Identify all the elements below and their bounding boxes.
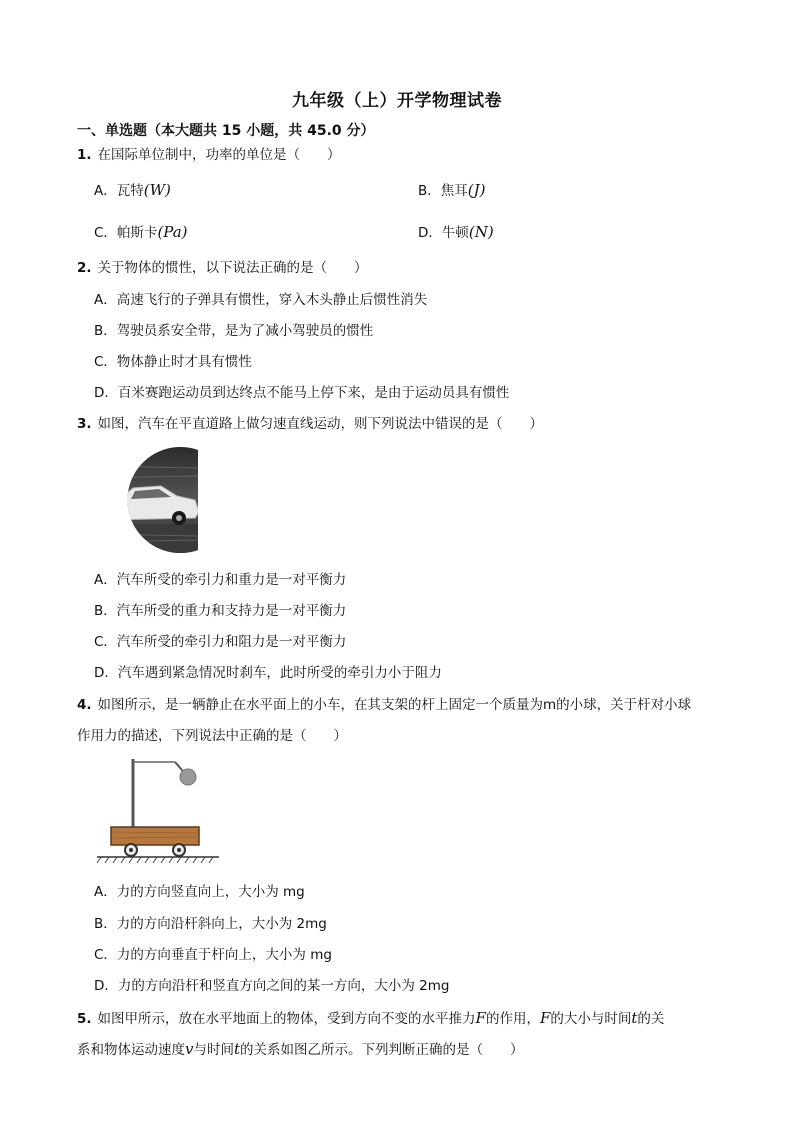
q3-option-a: A．汽车所受的牵引力和重力是一对平衡力 [94,572,347,588]
option-symbol: (Pa) [157,223,188,241]
question-number: 3. [77,416,92,432]
q3-option-b: B．汽车所受的重力和支持力是一对平衡力 [94,603,347,619]
option-text: A．瓦特 [94,183,144,199]
option-text: C．帕斯卡 [94,225,158,241]
symbol-t: t [233,1040,241,1058]
stem-text: 系和物体运动速度 [77,1042,185,1058]
q4-option-c: C．力的方向垂直于杆向上，大小为 mg [94,947,332,963]
stem-text: 与时间 [193,1042,234,1058]
question-5 [77,1008,664,1029]
exam-title: 九年级（上）开学物理试卷 [292,91,502,111]
option-text: B．焦耳 [418,183,468,199]
car-figure [95,446,201,554]
question-4 [77,695,691,715]
question-1 [77,145,341,165]
symbol-t: t [631,1009,638,1027]
question-number: 4. [77,697,92,713]
symbol-v: v [185,1040,194,1058]
question-stem: 如图，汽车在平直道路上做匀速直线运动，则下列说法中错误的是（ ） [97,416,544,432]
question-stem: 关于物体的惯性，以下说法正确的是（ ） [97,260,368,276]
stem-text: 的大小与时间 [550,1011,632,1027]
q2-option-a: A．高速飞行的子弹具有惯性，穿入木头静止后惯性消失 [94,292,428,308]
option-symbol: (W) [143,181,171,199]
question-stem: 在国际单位制中，功率的单位是（ ） [97,147,341,163]
question-3 [77,414,543,434]
q4-option-a: A．力的方向竖直向上，大小为 mg [94,884,305,900]
question-number: 2. [77,260,92,276]
q1-option-b [418,180,485,201]
section-heading: 一、单选题（本大题共 15 小题，共 45.0 分） [77,123,375,139]
q1-option-a [94,180,171,201]
option-symbol: (N) [468,223,494,241]
question-stem-line-1: 如图所示，是一辆静止在水平面上的小车，在其支架的杆上固定一个质量为m的小球，关于杆对小球 [97,697,692,713]
q4-option-b: B．力的方向沿杆斜向上，大小为 2mg [94,916,327,932]
symbol-F: F [539,1009,551,1027]
q3-option-d: D．汽车遇到紧急情况时刹车，此时所受的牵引力小于阻力 [94,665,442,681]
question-4-line-2: 作用力的描述，下列说法中正确的是（ ） [77,728,347,744]
q4-option-d: D．力的方向沿杆和竖直方向之间的某一方向，大小为 2mg [94,978,450,994]
stem-text: 如图甲所示，放在水平地面上的物体，受到方向不变的水平推力 [97,1011,476,1027]
option-symbol: (J) [467,181,486,199]
cart-figure [95,757,220,865]
q2-option-d: D．百米赛跑运动员到达终点不能马上停下来，是由于运动员具有惯性 [94,385,510,401]
q2-option-b: B．驾驶员系安全带，是为了减小驾驶员的惯性 [94,323,374,339]
q3-option-c: C．汽车所受的牵引力和阻力是一对平衡力 [94,634,347,650]
stem-text: 的关系如图乙所示。下列判断正确的是（ ） [240,1042,524,1058]
question-number: 1. [77,147,92,163]
question-2 [77,258,368,278]
symbol-F: F [475,1009,486,1027]
question-5-line-2 [77,1039,524,1060]
q2-option-c: C．物体静止时才具有惯性 [94,354,252,370]
option-text: D．牛顿 [418,225,469,241]
q1-option-c [94,222,188,243]
stem-text: 的关 [637,1011,665,1027]
q1-option-d [418,222,494,243]
stem-text: 的作用， [485,1011,540,1027]
question-number: 5. [77,1011,92,1027]
